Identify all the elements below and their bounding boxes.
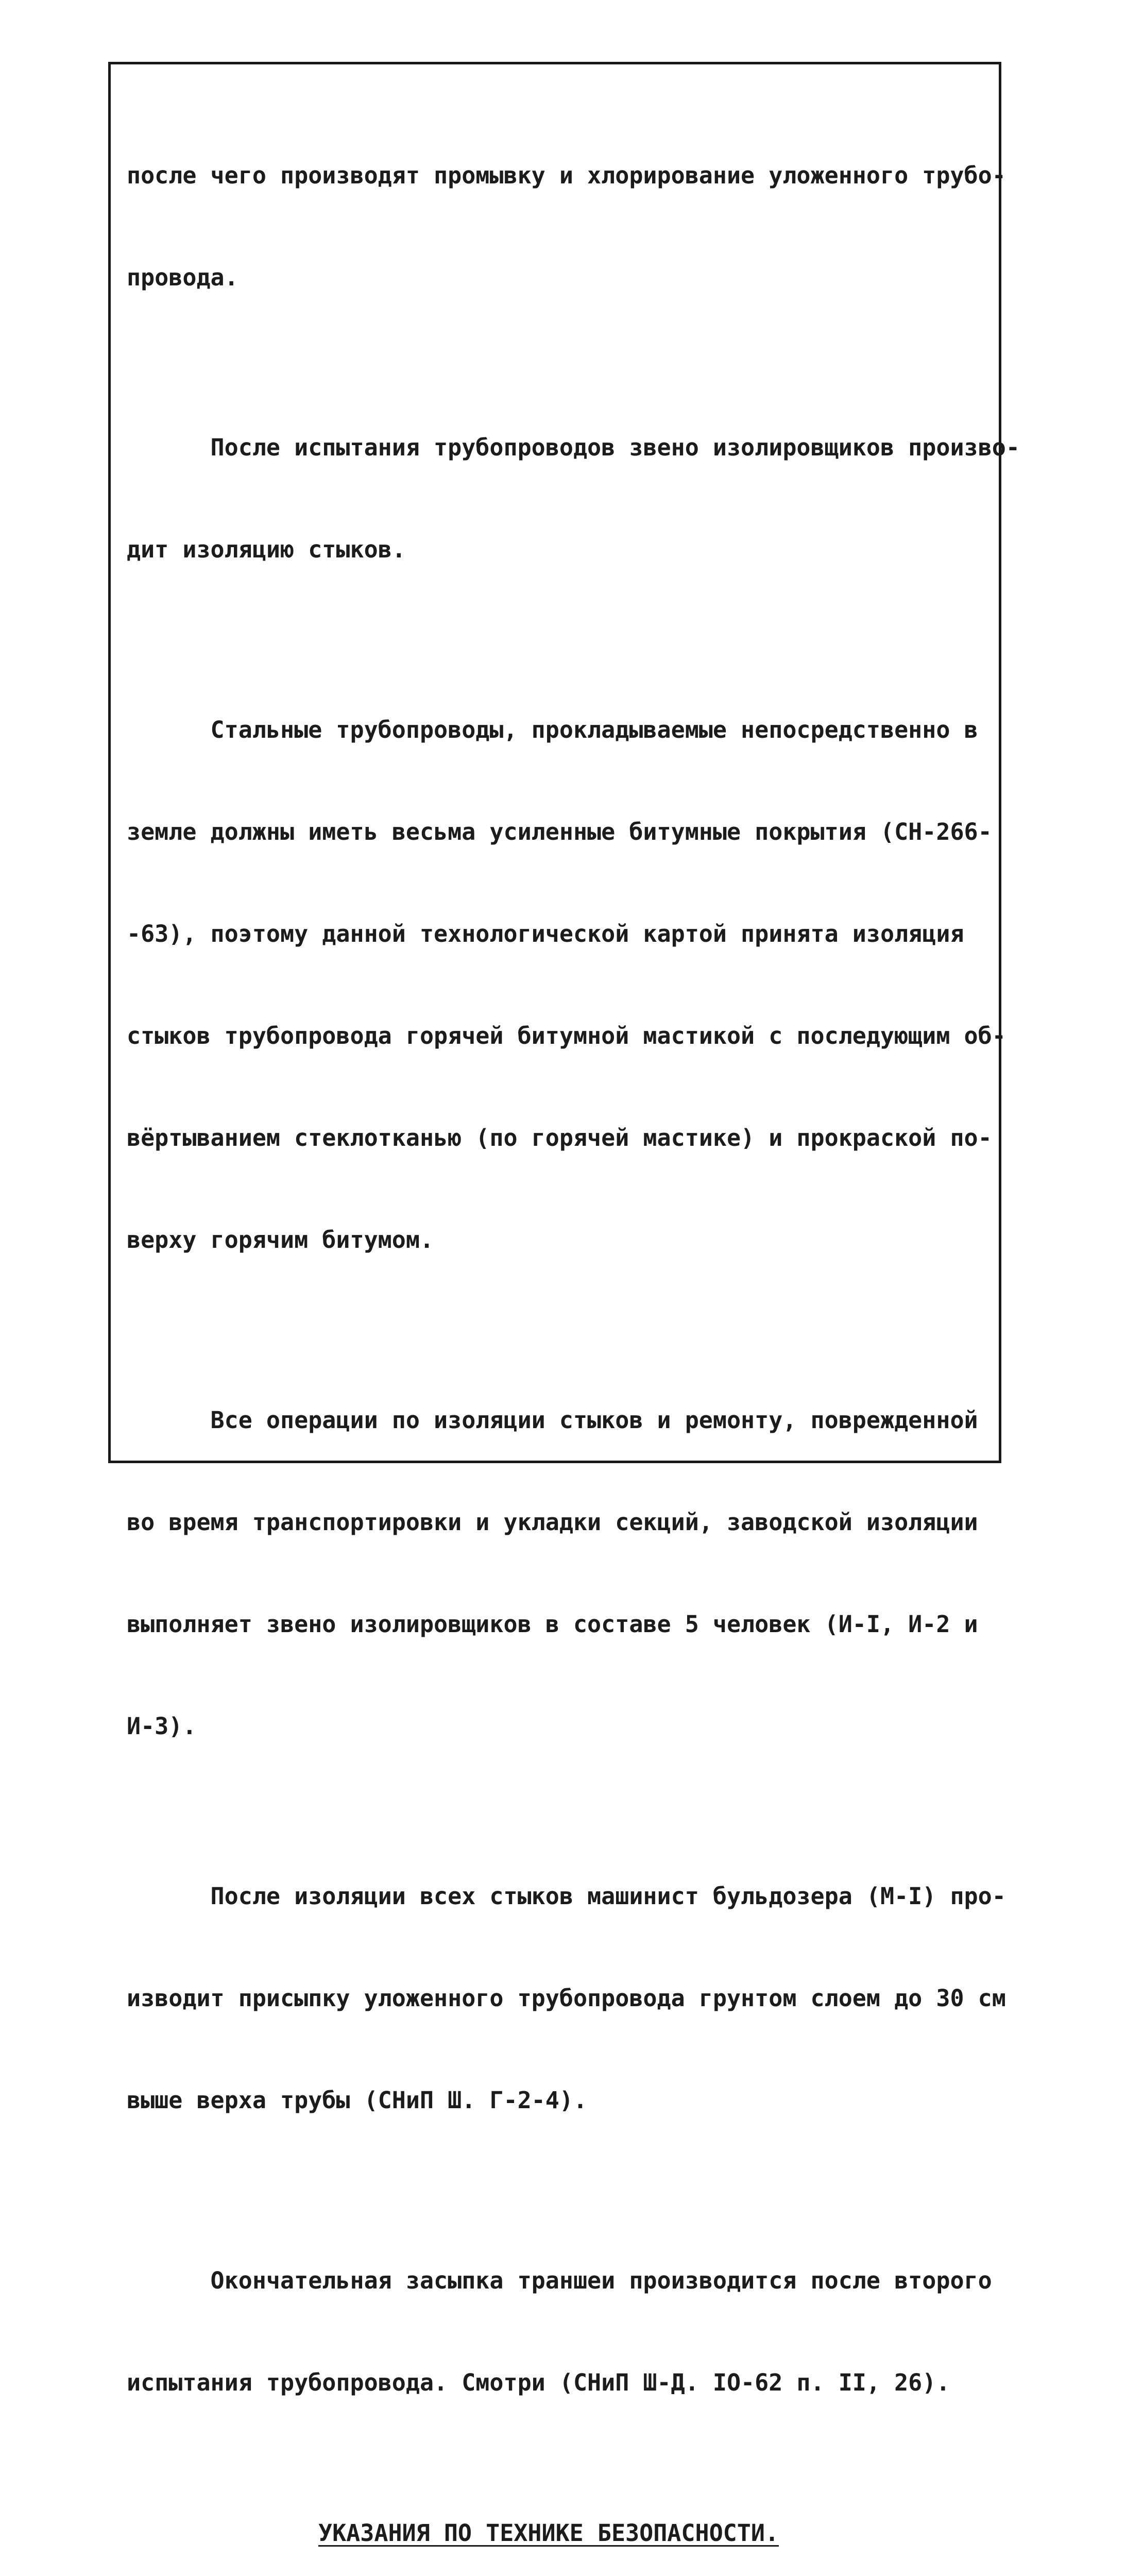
text-line: изводит присыпку уложенного трубопровода грунтом слоем до 30 см xyxy=(127,1985,1006,2012)
paragraph-1 xyxy=(127,91,1006,363)
text-line: во время транспортировки и укладки секций, заводской изоляции xyxy=(127,1509,978,1536)
text-line: После изоляции всех стыков машинист бульдозера (М-I) про- xyxy=(127,1883,1006,1910)
text-line: И-3). xyxy=(127,1713,197,1740)
section-heading: УКАЗАНИЯ ПО ТЕХНИКЕ БЕЗОПАСНОСТИ. xyxy=(318,2519,779,2547)
text-line: стыков трубопровода горячей битумной мастикой с последующим об- xyxy=(127,1022,1006,1049)
text-line: Все операции по изоляции стыков и ремонту, поврежденной xyxy=(127,1406,978,1434)
text-line: испытания трубопровода. Смотри (СНиП Ш-Д. IO-62 п. II, 26). xyxy=(127,2369,950,2396)
text-line: -63), поэтому данной технологической картой принята изоляция xyxy=(127,920,964,947)
paragraph-4 xyxy=(127,1335,1002,1811)
text-line: Окончательная засыпка траншеи производится после второго xyxy=(127,2267,992,2294)
text-line: выполняет звено изолировщиков в составе 5 человек (И-I, И-2 и xyxy=(127,1611,978,1638)
paragraph-3 xyxy=(127,645,1006,1325)
text-line: провода. xyxy=(127,264,238,291)
text-line: дит изоляцию стыков. xyxy=(127,536,406,563)
text-line: выше верха трубы (СНиП Ш. Г-2-4). xyxy=(127,2087,588,2114)
paragraph-5 xyxy=(127,1811,1006,2185)
text-line: верху горячим битумом. xyxy=(127,1226,434,1253)
text-line: Стальные трубопроводы, прокладываемые непосредственно в xyxy=(127,716,978,743)
text-line: вёртыванием стеклотканью (по горячей мастике) и прокраской по- xyxy=(127,1124,992,1151)
paragraph-7 xyxy=(127,2561,1002,2576)
text-line: После испытания трубопроводов звено изолировщиков произво- xyxy=(127,434,1020,461)
document-body xyxy=(127,91,1020,2576)
text-line: после чего производят промывку и хлорирование уложенного трубо- xyxy=(127,162,1006,189)
paragraph-6 xyxy=(127,2196,1002,2468)
paragraph-2 xyxy=(127,363,1020,635)
text-line: земле должны иметь весьма усиленные битумные покрытия (СН-266- xyxy=(127,818,992,845)
